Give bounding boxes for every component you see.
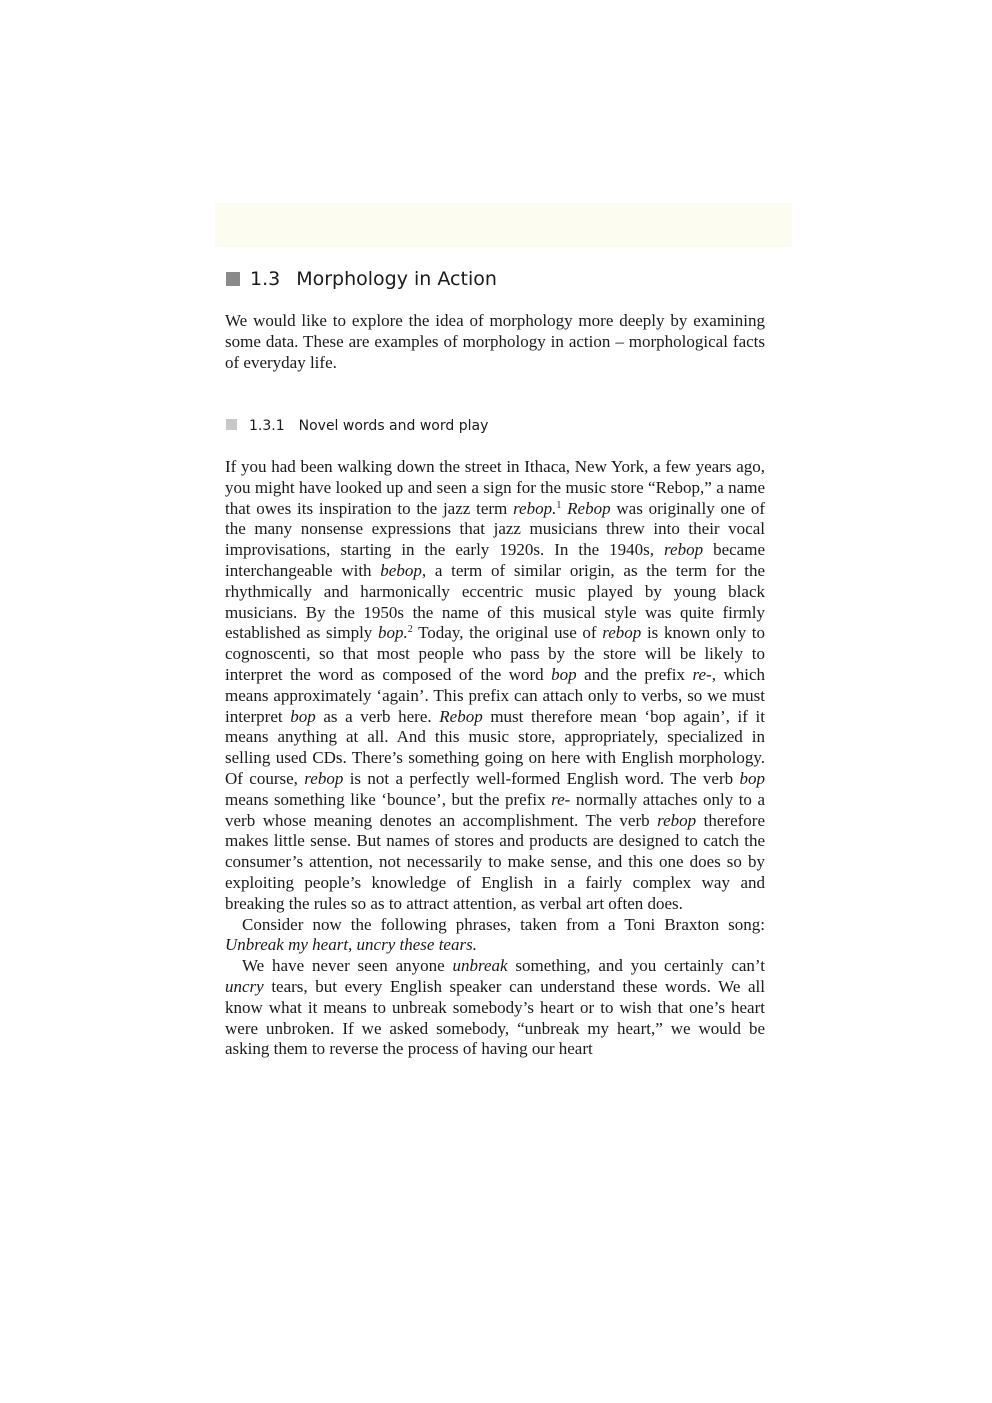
italic-term: rebop xyxy=(664,540,704,560)
italic-term: uncry xyxy=(225,976,264,996)
section-title: Morphology in Action xyxy=(296,268,497,290)
section-number: 1.3 xyxy=(250,268,281,290)
text-span: We have never seen anyone xyxy=(242,956,453,976)
body-paragraph-2 xyxy=(225,915,765,957)
italic-term: bop. xyxy=(377,623,408,643)
italic-term: rebop. xyxy=(513,498,557,518)
subsection-marker-square-icon xyxy=(226,419,237,430)
italic-term: bop xyxy=(551,664,577,684)
text-span: is not a perfectly well-formed English word. The verb xyxy=(343,768,740,788)
subsection-title: Novel words and word play xyxy=(298,418,489,434)
italic-term: Rebop xyxy=(439,706,483,726)
italic-term: bop xyxy=(290,706,316,726)
italic-term: bebop xyxy=(380,560,422,580)
body-text xyxy=(225,457,765,1060)
italic-term: bop xyxy=(739,768,765,788)
italic-term: unbreak xyxy=(452,956,508,976)
text-span: tears, but every English speaker can understand these words. We all know what it means to unbreak somebody’s heart or to wish that one’s heart were unbroken. If we asked somebody, “unbreak my heart,” we would be asking them to reverse the process of having our heart xyxy=(225,976,765,1059)
text-span: , which means approximately ‘again’. This prefix can attach only to verbs, so we must interpret xyxy=(225,664,766,726)
footnote-marker: 2 xyxy=(407,624,413,636)
text-span: was originally one of the many nonsense expressions that jazz musicians threw into their vocal improvisations, starting in the early 1920s. In the 1940s, xyxy=(225,498,765,560)
text-span: therefore makes little sense. But names of stores and products are designed to catch the consumer’s attention, not necessarily to make sense, and this one does so by exploiting people’s knowledge of English in a fairly complex way and breaking the rules so as to attract attention, as verbal art often does. xyxy=(225,810,765,913)
italic-term: rebop xyxy=(602,623,642,643)
italic-quote: Unbreak my heart, uncry these tears. xyxy=(225,935,477,955)
section-marker-square-icon xyxy=(226,272,240,286)
italic-term: re- xyxy=(551,789,571,809)
text-span: , a term of similar origin, as the term for the rhythmically and harmonically eccentric music played by young black musicians. By the 1950s the name of this musical style was quite firmly established as simply xyxy=(225,560,766,643)
subsection-heading xyxy=(226,416,488,436)
italic-term: rebop xyxy=(304,768,344,788)
italic-term: re- xyxy=(692,664,712,684)
text-span: normally attaches only to a verb whose meaning denotes an accomplishment. The verb xyxy=(225,789,765,830)
header-band xyxy=(215,203,792,247)
text-span: Consider now the following phrases, taken from a Toni Braxton song: xyxy=(242,914,765,934)
italic-term: Rebop xyxy=(567,498,611,518)
subsection-number: 1.3.1 xyxy=(249,418,285,434)
text-span: is known only to cognoscenti, so that most people who pass by the store will be likely to interpret the word as composed of the word xyxy=(225,623,766,684)
italic-term: rebop xyxy=(657,810,697,830)
footnote-marker: 1 xyxy=(556,499,562,511)
text-span: as a verb here. xyxy=(315,706,440,726)
text-span: Today, the original use of xyxy=(412,623,603,643)
text-span: must therefore mean ‘bop again’, if it means anything at all. And this music store, appropriately, specialized in selling used CDs. There’s something going on here with English morphology. Of course, xyxy=(225,706,766,788)
section-heading xyxy=(226,266,497,292)
text-span: and the prefix xyxy=(576,664,693,684)
text-span: means something like ‘bounce’, but the prefix xyxy=(225,789,552,809)
body-paragraph-3 xyxy=(225,956,765,1060)
body-paragraph-1 xyxy=(225,457,765,915)
text-span: If you had been walking down the street in Ithaca, New York, a few years ago, you might have looked up and seen a sign for the music store “Rebop,” a name that owes its inspiration to the jazz term xyxy=(225,457,765,518)
text-span: something, and you certainly can’t xyxy=(507,956,765,976)
text-span: became interchangeable with xyxy=(225,540,765,580)
intro-paragraph: We would like to explore the idea of morphology more deeply by examining some data. These are examples of morphology in action – morphological facts of everyday life. xyxy=(225,311,765,372)
